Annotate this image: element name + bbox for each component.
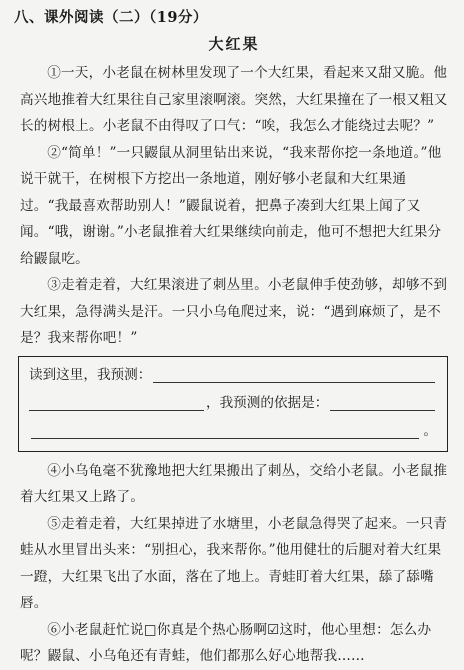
story-paragraph-3: ③走着走着，大红果滚进了刺丛里。小老鼠伸手使劲够，却够不到大红果，急得满头是汗。一只小乌龟爬过来，说：“遇到麻烦了，是不是？我来帮你吧！” bbox=[20, 277, 448, 346]
story-title: 大红果 bbox=[208, 35, 260, 53]
basis-answer-line[interactable] bbox=[330, 392, 435, 411]
basis-prompt: ，我预测的依据是： bbox=[206, 394, 329, 411]
end-period: 。 bbox=[423, 422, 437, 439]
story-paragraph-5: ⑤走着走着，大红果掉进了水塘里，小老鼠急得哭了起来。一只青蛙从水里冒出头来：“别担心，我来帮你。”他用健壮的后腿对着大红果一蹬，大红果飞出了水面，落在了地上。青蛙盯着大红果，舔了舔嘴唇。 bbox=[20, 515, 448, 611]
prediction-answer-line-continued[interactable] bbox=[29, 392, 204, 411]
section-title: 八、课外阅读（二）（19分） bbox=[14, 9, 208, 26]
story-paragraph-1: ①一天，小老鼠在树林里发现了一个大红果，看起来又甜又脆。他高兴地推着大红果往自己家里滚啊滚。突然，大红果撞在了一根又粗又长的树根上。小老鼠不由得叹了口气：“唉，我怎么才能绕过去呢？” bbox=[20, 65, 448, 134]
prediction-row-3 bbox=[29, 417, 437, 445]
prediction-box bbox=[18, 356, 448, 452]
story-paragraph-6: ⑥小老鼠赶忙说□你真是个热心肠啊☑这时，他心里想：怎么办呢？鼹鼠、小乌龟还有青蛙，他们都那么好心地帮我…… bbox=[20, 621, 432, 664]
story-paragraph-4: ④小乌龟毫不犹豫地把大红果搬出了刺丛，交给小老鼠。小老鼠推着大红果又上路了。 bbox=[20, 462, 448, 505]
basis-answer-line-continued[interactable] bbox=[31, 420, 419, 439]
prediction-row-1 bbox=[29, 361, 437, 389]
prediction-row-2 bbox=[29, 389, 437, 417]
story-paragraph-2: ②“简单！”一只鼹鼠从洞里钻出来说，“我来帮你挖一条地道。”他说干就干，在树根下方挖出一条地道，刚好够小老鼠和大红果通过。“我最喜欢帮助别人！”鼹鼠说着，把鼻子凑到大红果上闻了又闻。“哦，谢谢。”小老鼠推着大红果继续向前走，他可不想把大红果分给鼹鼠吃。 bbox=[20, 144, 442, 267]
prediction-answer-line[interactable] bbox=[153, 364, 435, 383]
prediction-prompt: 读到这里，我预测： bbox=[29, 366, 152, 383]
